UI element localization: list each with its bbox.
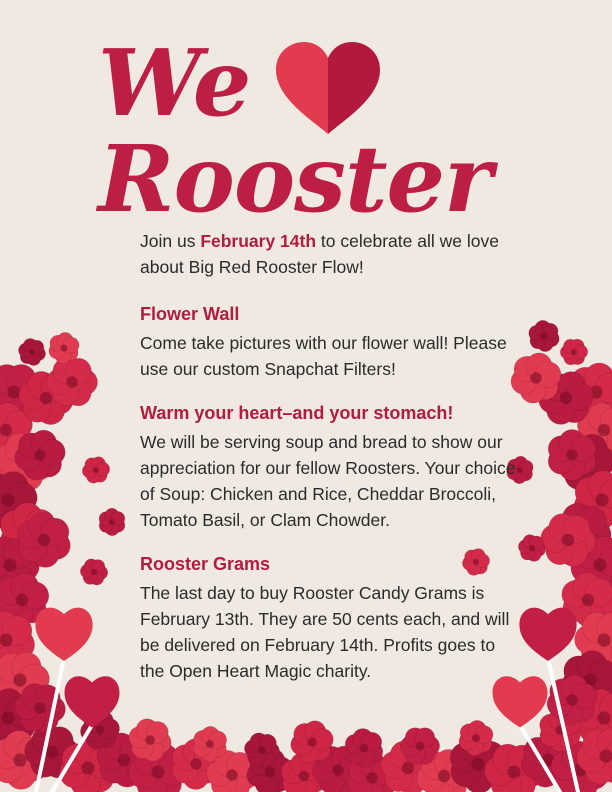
title-rooster: Rooster: [98, 125, 492, 233]
flower-icon: [518, 535, 545, 562]
section-body: We will be serving soup and bread to show our appreciation for our fellow Roosters. Your choice of Soup: Chicken and Rice, Cheddar Broccoli, Tomato Basil, or Clam Chowder.: [140, 432, 516, 530]
flower-icon: [400, 728, 439, 765]
section-heading: Warm your heart–and your stomach!: [140, 403, 454, 423]
flower-icon: [19, 339, 46, 366]
flower-icon: [193, 726, 226, 761]
title-we: We: [98, 29, 251, 137]
flower-icon: [99, 508, 125, 535]
flower-icon: [529, 320, 559, 351]
flower-icon: [47, 358, 98, 406]
flower-icon: [82, 457, 109, 483]
flower-icon: [548, 430, 596, 481]
intro-date: February 14th: [200, 231, 317, 251]
intro-text: Join us February 14th to celebrate all we love about Big Red Rooster Flow!: [140, 231, 499, 277]
section-body: Come take pictures with our flower wall! Please use our custom Snapchat Filters!: [140, 333, 507, 379]
content-body: [140, 228, 520, 702]
section-heading: Rooster Grams: [140, 554, 271, 574]
flower-icon: [560, 339, 587, 365]
section-flower-wall: [140, 301, 520, 382]
flower-icon: [80, 559, 107, 585]
section-warm-heart: [140, 400, 520, 533]
flower-icon: [49, 332, 79, 363]
section-heading: Flower Wall: [140, 304, 240, 324]
section-body: The last day to buy Rooster Candy Grams is February 13th. They are 50 cents each, and will be delivered on February 14th. Profits goes to the Open Heart Magic charity.: [140, 583, 510, 681]
section-rooster-grams: [140, 551, 520, 684]
heart-icon: [272, 40, 384, 136]
